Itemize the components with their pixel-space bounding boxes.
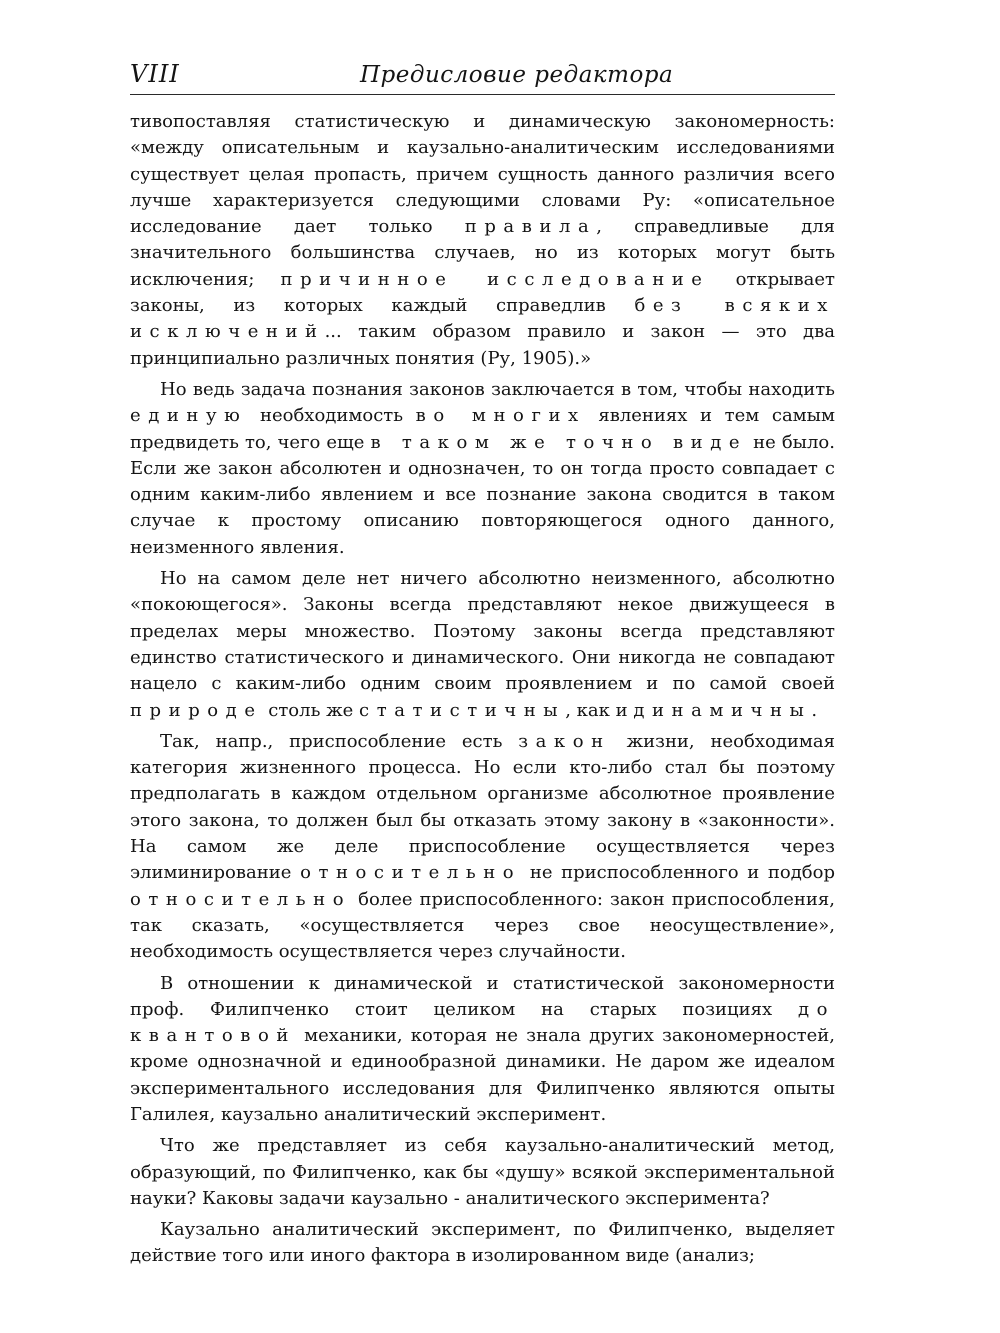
text-run: В отношении к динамической и статистической закономерности проф. Филипченко стоит целиком на старых позициях: [130, 972, 835, 1020]
emphasis-spaced: во многих: [415, 405, 586, 427]
emphasis-spaced: без всяких исключений: [130, 295, 835, 343]
emphasis-spaced: относительно: [130, 888, 352, 910]
text-run: открывает законы, из которых каждый справедлив: [130, 268, 836, 317]
paragraph: [130, 1133, 835, 1212]
text-run: явлениях и тем самым предвидеть то, чего еще: [130, 405, 836, 453]
running-title: Предисловие редактора: [360, 62, 674, 88]
text-run: столь же: [262, 699, 360, 721]
paragraph: [130, 377, 835, 561]
emphasis-spaced: динамичны: [633, 699, 812, 721]
running-header: [130, 60, 835, 95]
text-run: ... таким образом правило и закон — это два принципиально различных понятия (Ру, 1905).»: [130, 321, 835, 369]
text-run: тивопоставляя статистическую и динамическую закономерность: «между описательным и каузально-аналитическим исследованиями существует целая пропасть, причем сущность данного различия всего лучше характеризуется следующими словами Ру: «описательное исследование дает только: [130, 111, 835, 238]
text-run: Каузально аналитический эксперимент, по Филипченко, выделяет действие того или иного фактора в изолированном виде (анализ;: [130, 1219, 835, 1267]
emphasis-spaced: единую: [130, 405, 248, 427]
text-run: Но ведь задача познания законов заключается в том, чтобы находить: [160, 378, 835, 400]
emphasis-spaced: статистичны: [359, 699, 566, 721]
emphasis-spaced: природе: [130, 699, 263, 721]
text-run: жизни, необходимая категория жизненного процесса. Но если кто-либо стал бы поэтому предполагать в каждом отдельном организме абсолютное проявление этого закона, то должен был бы отказать этому закону в «законности». На самом же деле приспособление осуществляется через элиминирование: [130, 730, 835, 884]
text-run: Так, напр., приспособление есть: [160, 730, 519, 752]
text-run: механики, которая не знала других закономерностей, кроме однозначной и единообразной динамики. Не даром же идеалом экспериментального исследования для Филипченко являются опыты Галилея, каузально аналитический эксперимент.: [130, 1025, 835, 1125]
body-text: [130, 109, 835, 1270]
paragraph: [130, 566, 835, 724]
text-run: не приспособленного и подбор: [521, 862, 835, 884]
text-run: более приспособленного: закон приспособления, так сказать, «осуществляется через свое неосуществление», необходимость осуществляется через случайности.: [130, 888, 835, 963]
emphasis-spaced: относительно: [300, 862, 522, 884]
text-run: Что же представляет из себя каузально-аналитический метод, образующий, по Филипченко, как бы «душу» всякой экспериментальной науки? Каковы задачи каузально - аналитического эксперимента?: [130, 1135, 835, 1209]
paragraph: [130, 729, 835, 966]
paragraph: [130, 971, 835, 1129]
emphasis-spaced: в таком же точно виде: [370, 431, 748, 453]
text-run: .: [811, 699, 818, 721]
emphasis-spaced: причинное исследование: [280, 268, 710, 290]
emphasis-spaced: правила: [464, 216, 597, 238]
emphasis-spaced: закон: [518, 730, 611, 752]
text-run: , справедливые для значительного большинства случаев, но из которых могут быть исключения;: [130, 216, 835, 290]
book-page: [130, 60, 835, 1275]
text-run: Но на самом деле нет ничего абсолютно неизменного, абсолютно «покоющегося». Законы всегда представляют некое движущееся в пределах меры множество. Поэтому законы всегда представляют единство статистического и динамического. Они никогда не совпадают нацело с каким-либо одним своим проявлением и по самой своей: [130, 568, 835, 695]
text-run: , как и: [565, 699, 634, 721]
emphasis-spaced: до квантовой: [130, 998, 835, 1047]
page-number: VIII: [130, 60, 180, 88]
text-run: необходимость: [247, 405, 416, 427]
paragraph: [130, 109, 835, 372]
paragraph: [130, 1217, 835, 1270]
text-run: не было. Если же закон абсолютен и однозначен, то он тогда просто совпадает с одним каким-либо явлением и все познание закона сводится в таком случае к простому описанию повторяющегося одного данного, неизменного явления.: [130, 431, 835, 558]
